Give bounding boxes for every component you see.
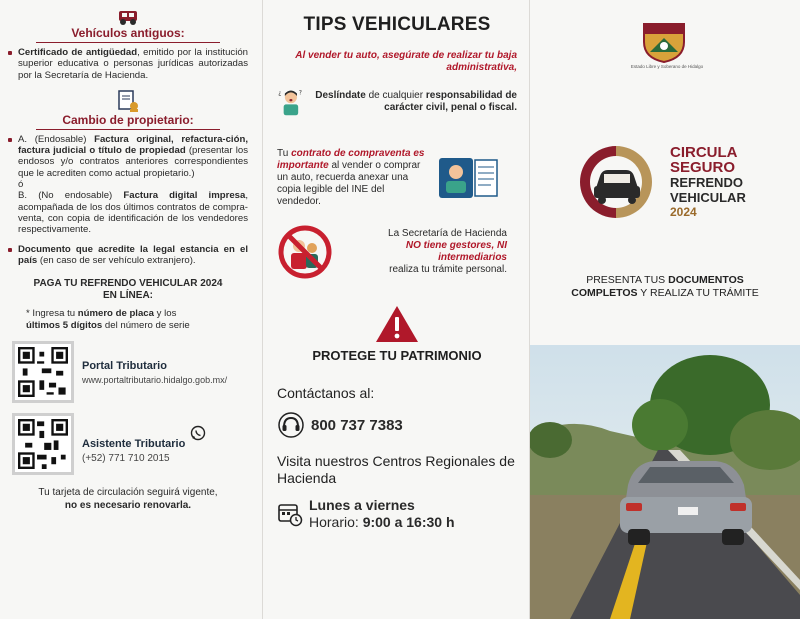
schedule-days: Lunes a viernes bbox=[309, 497, 415, 513]
panel-tips bbox=[262, 0, 530, 619]
svg-text:¿: ¿ bbox=[278, 89, 282, 97]
qr-code-portal[interactable] bbox=[12, 341, 74, 403]
circulation-card-note: Tu tarjeta de circulación seguirá vigente, no es necesario renovarla. bbox=[38, 487, 218, 511]
phone-row[interactable] bbox=[277, 411, 517, 439]
present-documents: PRESENTA TUS DOCUMENTOS COMPLETOS Y REALIZA TU TRÁMITE bbox=[571, 274, 759, 299]
tip1: ¿ ? Deslíndate de cualquier responsabilidad de carácter civil, penal o fiscal. bbox=[277, 78, 517, 126]
or-separator: ó bbox=[18, 179, 24, 191]
warning-icon bbox=[374, 304, 420, 344]
qr-code-icon bbox=[18, 347, 68, 397]
assistant-phone[interactable]: (+52) 771 710 2015 bbox=[82, 452, 170, 464]
pay-instructions: * Ingresa tu número de placa y los últimos 5 dígitos del número de serie bbox=[26, 308, 190, 331]
whatsapp-icon bbox=[190, 425, 206, 441]
section-divider bbox=[36, 42, 220, 43]
qr-code-icon bbox=[18, 419, 68, 469]
confused-person-icon bbox=[277, 78, 305, 126]
portal-tributario[interactable] bbox=[8, 341, 248, 403]
brand-year: 2024 bbox=[670, 204, 697, 219]
panel-requirements bbox=[0, 0, 262, 619]
brand-refrendo: REFRENDO bbox=[670, 174, 743, 190]
tips-title: TIPS VEHICULARES bbox=[303, 14, 491, 35]
crest-caption: Estado Libre y Soberano de Hidalgo bbox=[630, 64, 704, 69]
id-document-icon bbox=[437, 154, 499, 202]
section-divider bbox=[36, 129, 220, 130]
antique-requirement: Certificado de antigüedad, emitido por la institución superior educativa o personas jurídicas autorizadas por la Secretaría de Hacienda. bbox=[8, 47, 248, 81]
brand-seguro: SEGURO bbox=[670, 158, 736, 176]
assistant-title: Asistente Tributario bbox=[82, 425, 206, 450]
pay-online-title: PAGA TU REFRENDO VEHICULAR 2024 EN LÍNEA: bbox=[33, 278, 223, 302]
owner-option-b: B. (No endosable) Factura digital impresa, acompañada de los dos últimos contratos de compra-venta, con copia de identificación de los vendedores respectivamente. bbox=[18, 190, 248, 236]
visit-centers: Visita nuestros Centros Regionales de Hacienda bbox=[277, 453, 515, 486]
document-transfer-icon bbox=[116, 89, 140, 113]
owner-option-a: A. (Endosable) Factura original, refactura-ción, factura judicial o título de propiedad (presentar los endosos y/o contratos anteriores correspondientes que le acrediten como actual propietario.) bbox=[8, 134, 248, 179]
protect-heading: PROTEGE TU PATRIMONIO bbox=[312, 348, 482, 363]
hidalgo-coat-of-arms-icon bbox=[640, 18, 688, 64]
brand-block bbox=[576, 142, 746, 222]
tip3: La Secretaría de Hacienda NO tiene gestores, NI intermediarios realiza tu trámite personal. bbox=[277, 224, 517, 280]
contact-label: Contáctanos al: bbox=[277, 385, 375, 401]
schedule-hours: Horario: 9:00 a 16:30 h bbox=[309, 514, 455, 530]
brand-vehicular: VEHICULAR bbox=[670, 189, 746, 205]
brand-circula: CIRCULA bbox=[670, 143, 738, 161]
no-intermediaries-icon bbox=[277, 224, 333, 280]
svg-text:?: ? bbox=[298, 89, 302, 97]
section-title-antique: Vehículos antiguos: bbox=[71, 26, 185, 40]
circula-seguro-logo-icon bbox=[576, 142, 658, 222]
phone-number[interactable]: 800 737 7383 bbox=[311, 416, 403, 434]
tip1-highlight: Al vender tu auto, asegúrate de realizar tu baja administrativa, bbox=[295, 50, 517, 73]
asistente-tributario[interactable] bbox=[8, 413, 248, 475]
portal-title: Portal Tributario bbox=[82, 359, 167, 372]
road-car-photo bbox=[530, 345, 800, 619]
section-title-owner-change: Cambio de propietario: bbox=[62, 112, 194, 127]
portal-url[interactable]: www.portaltributario.hidalgo.gob.mx/ bbox=[82, 374, 228, 385]
qr-code-assistant[interactable] bbox=[12, 413, 74, 475]
tip2: Tu contrato de compraventa es importante al vender o comprar un auto, recuerda anexar una copia legible del INE del vendedor. bbox=[277, 148, 517, 208]
antique-car-icon bbox=[117, 8, 139, 26]
legal-stay-requirement: Documento que acredite la legal estancia en el país (en caso de ser vehículo extranjero). bbox=[8, 244, 248, 267]
panel-cover bbox=[530, 0, 800, 619]
calendar-clock-icon bbox=[277, 501, 303, 527]
schedule bbox=[277, 497, 517, 531]
headset-icon bbox=[277, 411, 305, 439]
